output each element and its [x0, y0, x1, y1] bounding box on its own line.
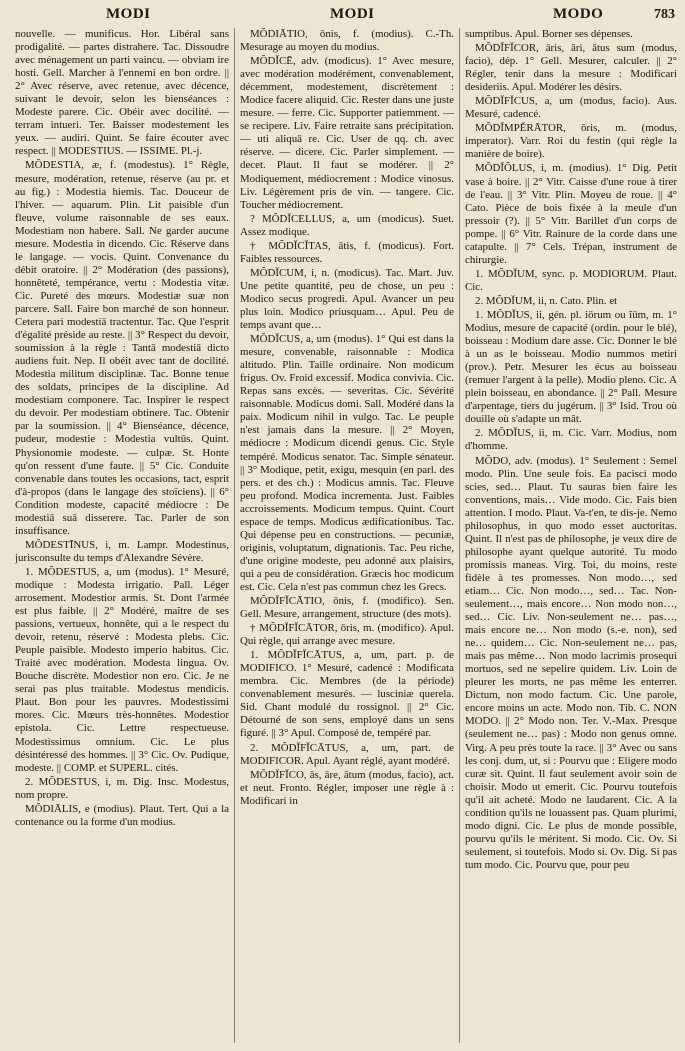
dictionary-entry: 1. MŎDĬFĬCĀTUS, a, um, part. p. de MODIFICO. 1° Mesuré, cadencé : Modificata membra. Cic. Membres (de la période) convenablement mesurés. — lusciniæ querela. Sid. Chant modulé du rossignol. || 2° Cic. Détourné de son sens, employé dans un sens figuré. || 3° Apul. Composé de, tempéré par.: [240, 649, 454, 740]
dictionary-entry: † MŎDĬCĬTAS, ātis, f. (modicus). Fort. Faibles ressources.: [240, 239, 454, 265]
dictionary-entry: MŎDĬFĬCĀTIO, ōnis, f. (modifico). Sen. Gell. Mesure, arrangement, structure (des mots).: [240, 595, 454, 621]
dictionary-entry: 2. MŎDĬUS, ii, m. Cic. Varr. Modius, nom d'homme.: [465, 427, 677, 453]
page-number: 783: [654, 7, 675, 22]
dictionary-entry: ? MŎDĬCELLUS, a, um (modicus). Suet. Assez modique.: [240, 212, 454, 238]
dictionary-entry: 2. MŎDĬFĬCĀTUS, a, um, part. de MODIFICOR. Apul. Ayant réglé, ayant modéré.: [240, 741, 454, 767]
dictionary-entry: MŎDIĀTIO, ōnis, f. (modius). C.-Th. Mesurage au moyen du modius.: [240, 28, 454, 54]
dictionary-entry: MŎDĬCUS, a, um (modus). 1° Qui est dans la mesure, convenable, raisonnable : Modica altitudo. Plin. Taille ordinaire. Non modicum frigus. Ov. Froid excessif. Modica convivia. Cic. Repas sans excès. — severitas. Cic. Sévérité raisonnable. Modicus domi. Sall. Modéré dans la paix. Modicum nihil in vulgo. Tac. Le peuple n'est jamais dans la mesure. || 2° Moyen, médiocre : Modicum dicendi genus. Cic. Style tempéré. Modicus senator. Tac. Simple sénateur. || 3° Modique, petit, exigu, mesquin (en parl. des pers. et des ch.) : Modicus amnis. Tac. Fleuve peu profond. Modica incrementa. Just. Faibles accroissements. Modicum tempus. Quint. Court espace de temps. Modicus ædificationibus. Tac. Qui dépense peu en constructions. — pecuniæ, originis, voluptatum, dignationis. Tac. Peu riche, d'une origine modeste, peu adonné aux plaisirs, qui a peu de considération. Græcis hoc modicum est. Cic. Cela n'est pas commun chez les Grecs.: [240, 333, 454, 593]
dictionary-entry: MŎDESTĪNUS, i, m. Lampr. Modestinus, jurisconsulte du temps d'Alexandre Sévère.: [15, 538, 229, 564]
dictionary-entry: MŎDĬFĬCO, ās, āre, ātum (modus, facio), act. et neut. Fronto. Régler, imposer une règle à : Modificari in: [240, 768, 454, 807]
dictionary-entry: MŎDO, adv. (modus). 1° Seulement : Semel modo. Plin. Une seule fois. Ea pacisci modo scies, sed… Plaut. Tu sauras bien faire les conventions, mais… Vide modo. Cic. Fais bien attention. I modo. Plaut. Va-t'en, te dis-je. Nemo philosophus, in quo modo esset auctoritas. Quint. Il n'est pas de philosophe, je veux dire de philosophe ayant quelque autorité. Tu modo promissis maneas. Virg. Toi, du moins, reste fidèle à tes promesses. Non modo…, sed etiam… Cic. Non modo…, sed… Tac. Non-seulement…, mais encore… Non modo non…, sed… Cic. Liv. Non-seulement ne… pas…, mais encore ne… Non modo (s.-e. non), sed ne… quidem… Cic. Non-seulement ne… pas, mais pas même… Non modo lacrimis prosequi mortuos, sed ne sepelire quidem. Liv. Loin de pleurer les morts, ne pas même les enterrer. Dictum, non modo factum. Cic. Une parole, encore moins un acte. Modo non. Tib. C. NON MODO. || 2° Modo non. Ter. V.-Max. Presque (seulement ne… pas) : Modo non genus omne. Virg. A peu près toute la race. || 3° Avec ou sans les conj. dum, ut, si : Pourvu que : Eligere modo curæ sit. Quint. Il faut seulement avoir soin de choisir. Modo ut emerit. Cic. Pourvu toutefois qu'il ait acheté. Modo ne laudarent. Cic. A la condition qu'ils ne louassent pas. Quam plurimi, modo digni. Cic. Le plus de monde possible, pourvu qu'ils le méritent. Si modo. Cic. Ov. Si seulement, si toutefois. Modo si. Ov. Dig. Si pas tum modo. Cic. Pourvu que, pour peu: [465, 454, 677, 871]
dictionary-entry: MŎDĬFĬCOR, āris, āri, ātus sum (modus, facio), dép. 1° Gell. Mesurer, calculer. || 2° Régler, tenir dans la mesure : Modificari desideriis. Apul. Modérer les désirs.: [465, 42, 677, 94]
dictionary-entry: MŎDĬFĬCUS, a, um (modus, facio). Aus. Mesuré, cadencé.: [465, 95, 677, 121]
column-divider: [234, 28, 235, 1043]
dictionary-entry: sumptibus. Apul. Borner ses dépenses.: [465, 28, 633, 40]
dictionary-entry: MŎDIĀLIS, e (modius). Plaut. Tert. Qui a la contenance ou la forme d'un modius.: [15, 802, 229, 828]
dictionary-entry: 2. MŎDĬUM, ii, n. Cato. Plin. et: [475, 294, 618, 307]
running-header: [0, 4, 685, 26]
dictionary-entry: 1. MŎDĬUS, ii, gén. pl. iōrum ou ĭūm, m. 1° Modius, mesure de capacité (ordin. pour le blé), boisseau : Modium dare asse. Cic. Donner le blé à un as le boisseau. Modio nummos metiri (prov.). Petr. Mesurer les écus au boisseau (remuer l'argent à la pelle). Modio pleno. Cic. A plein boisseau, en abondance. || 2° Pall. Mesure d'arpentage, tiers du jugérum. || 3° Isid. Trou où douille où s'adapte un mât.: [465, 308, 677, 426]
column-1: [15, 28, 229, 1043]
dictionary-entry: † MŎDĬFĬCĀTOR, ōris, m. (modifico). Apul. Qui règle, qui arrange avec mesure.: [240, 622, 454, 648]
middle-guide-word: MODI: [330, 6, 375, 22]
dictionary-entry: MŎDĬŎLUS, i, m. (modius). 1° Dig. Petit vase à boire. || 2° Vitr. Caisse d'une roue à tirer de l'eau. || 3° Vitr. Plin. Moyeu de roue. || 4° Cato. Pièce de bois fixée à la meule d'un pressoir (?). || 5° Vitr. Barillet d'un corps de pompe. || 6° Vitr. Rainure de la corde dans une catapulte. || 7° Cels. Trépan, instrument de chirurgie.: [465, 162, 677, 266]
dictionary-entry: 2. MŎDESTUS, i, m. Dig. Insc. Modestus, nom propre.: [15, 775, 229, 801]
dictionary-entry: 1. MŎDESTUS, a, um (modus). 1° Mesuré, modique : Modesta irrigatio. Pall. Léger arrosement. Modestior armis. St. Dont l'armée est plus faible. || 2° Modéré, maître de ses passions, vertueux, honnête, qui a le respect du devoir, retenu, réservé : Modesta plebs. Cic. Peuple paisible. Modesto imperio habitus. Cic. Traité avec modération. Modesta lingua. Ov. Bouche discrète. Modestior non ero. Cic. Je ne serai pas plus traitable. Modestus mendicis. Plaut. Bon pour les pauvres. Modestissimi mores. Cic. Mœurs très-honnêtes. Modestior epistola. Cic. Lettre respectueuse. Modestissimus omnium. Cic. Le plus désintéressé des hommes. || 3° Cic. Ov. Pudique, modeste. || COMP. et SUPERL. cités.: [15, 565, 229, 774]
dictionary-entry: MŎDESTIA, æ, f. (modestus). 1° Règle, mesure, modération, retenue, réserve (au pr. et au fig.) : Modestia hiemis. Tac. Douceur de l'hiver. — aquarum. Plin. Lit paisible d'un fleuve, volume raisonnable de ses eaux. Modestiam non habere. Sall. Ne garder aucune mesure. Modestia in dicendo. Cic. Réserve dans le langage. — vocis. Quint. Convenance du débit oratoire. || 2° Modération (des passions), honnêteté, tempérance, vertu : Modestia vitæ. Cic. Pureté des mœurs. Modestiæ suæ non parcere. Sall. Faire bon marché de son honneur. Cetera pari modestiā tractentur. Tac. Que l'esprit d'égalité préside au reste. || 3° Respect du devoir, soumission à la règle : Tantā modestiā dicto audiens fuit. Nep. Il obéit avec tant de docilité. Modestia militum disciplinæ. Tac. Bonne tenue des soldats, principes de la discipline. Ad modestiam componere. Tac. Inspirer le respect du devoir. Per modestiam obtinere. Tac. Obtenir par la soumission. || 4° Bienséance, décence, pudeur, modestie : Modestia vultūs. Quint. Physionomie modeste. — culpæ. St. Honte qu'on ressent d'une faute. || 5° Cic. Conduite convenable dans toutes les occasions, tact, esprit d'à-propos (dans le langage des stoïciens). || 6° Condition modeste, capacité médiocre : De modestiā suā disserere. Tac. Parler de son insuffisance.: [15, 159, 229, 537]
column-2: [240, 28, 454, 1043]
dictionary-entry: 1. MŎDĬUM, sync. p. MODIORUM. Plaut. Cic.: [465, 267, 677, 293]
dictionary-entry: MŎDĬCUM, i, n. (modicus). Tac. Mart. Juv. Une petite quantité, peu de chose, un peu : Modico secus progredi. Apul. Avancer un peu plus loin. Modico priusquam… Apul. Peu de temps avant que…: [240, 266, 454, 332]
dictionary-entry: MŎDĬMPĔRĀTOR, ōris, m. (modus, imperator). Varr. Roi du festin (qui règle la manière de boire).: [465, 122, 677, 161]
column-3: [465, 28, 677, 1043]
column-divider: [459, 28, 460, 1043]
left-guide-word: MODI: [106, 6, 151, 22]
dictionary-entry: MŎDĬCĒ, adv. (modicus). 1° Avec mesure, avec modération modérément, convenablement, décemment, modestement, discrètement : Modice facere aliquid. Cic. Rester dans une juste mesure. — ferre. Cic. Supporter patiemment. — se recipere. Liv. Faire retraite sans précipitation. — uti aliquā re. Cic. User de qq. ch. avec réserve. — dicere. Cic. Parler simplement. — decet. Plaut. Il faut se modérer. || 2° Modiquement, médiocrement : Modice vinosus. Liv. Légèrement pris de vin. — tangere. Cic. Toucher médiocrement.: [240, 55, 454, 211]
right-guide-word: MODO: [553, 6, 604, 22]
dictionary-entry: nouvelle. — munificus. Hor. Libéral sans prodigalité. — partes distrahere. Tac. Dissoudre avec ménagement un parti vaincu. — obviam ire hosti. Gell. Marcher à l'ennemi en bon ordre. || 2° Avec réserve, avec retenue, avec décence, suivant le devoir, selon les bienséances : Modeste parere. Cic. Obéir avec docilité. — terram intueri. Ter. Baisser modestement les yeux. — audiri. Quint. Se faire écouter avec respect. || MODESTIUS. — ISSIME. Pl.-j.: [15, 28, 229, 158]
